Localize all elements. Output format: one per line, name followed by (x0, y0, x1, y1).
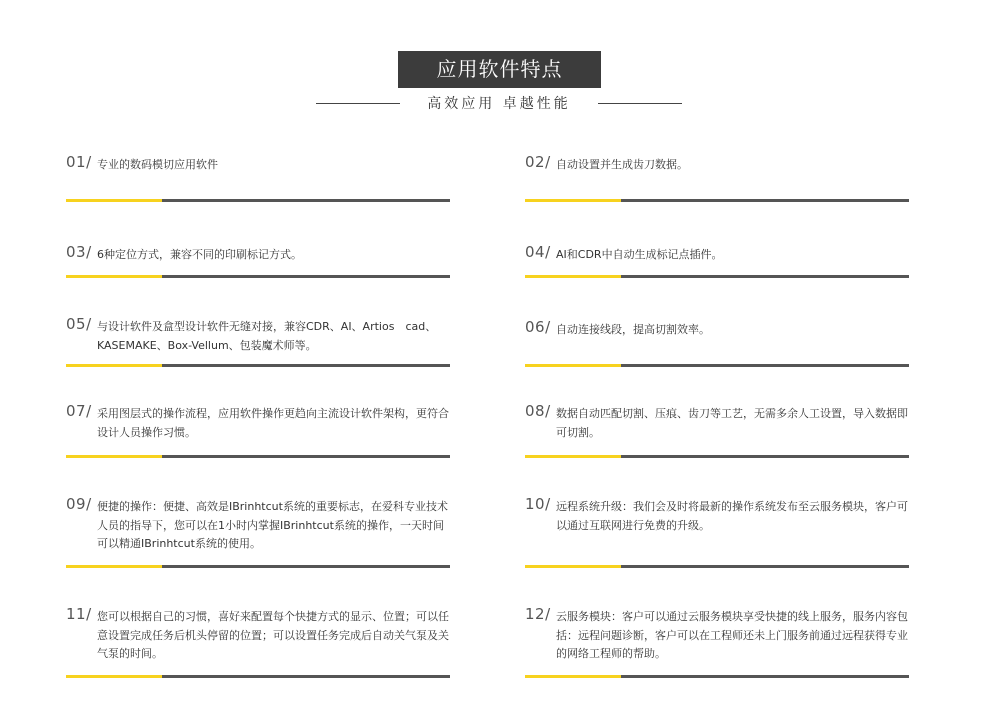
page-title: 应用软件特点 (398, 51, 601, 88)
feature-divider-accent (66, 455, 162, 458)
feature-divider (66, 675, 450, 678)
feature-divider (66, 565, 450, 568)
feature-number: 08/ (525, 402, 551, 420)
feature-divider-accent (66, 565, 162, 568)
feature-number: 01/ (66, 153, 92, 171)
feature-text: 与设计软件及盒型设计软件无缝对接，兼容CDR、AI、Artios cad、KASEMAKE、Box-Vellum、包装魔术师等。 (97, 320, 437, 352)
feature-divider (525, 199, 909, 202)
feature-divider-accent (525, 565, 621, 568)
feature-number: 02/ (525, 153, 551, 171)
feature-divider (66, 199, 450, 202)
feature-divider (66, 455, 450, 458)
feature-text: 6种定位方式，兼容不同的印刷标记方式。 (97, 248, 302, 261)
feature-divider-accent (525, 199, 621, 202)
feature-text: 自动设置并生成齿刀数据。 (556, 158, 688, 171)
feature-divider (66, 275, 450, 278)
feature-divider (525, 675, 909, 678)
feature-divider-accent (525, 275, 621, 278)
subtitle-divider-left (316, 103, 400, 104)
feature-divider-accent (525, 675, 621, 678)
feature-divider (66, 364, 450, 367)
feature-text: 专业的数码模切应用软件 (97, 158, 218, 171)
subtitle-row (316, 94, 682, 114)
feature-divider (525, 455, 909, 458)
feature-number: 03/ (66, 243, 92, 261)
feature-divider (525, 364, 909, 367)
feature-text: 自动连接线段，提高切割效率。 (556, 323, 710, 336)
feature-number: 09/ (66, 495, 92, 513)
feature-divider-accent (66, 675, 162, 678)
feature-divider-accent (66, 364, 162, 367)
feature-text: 数据自动匹配切割、压痕、齿刀等工艺，无需多余人工设置，导入数据即可切割。 (556, 407, 908, 439)
feature-number: 04/ (525, 243, 551, 261)
feature-divider (525, 565, 909, 568)
feature-number: 05/ (66, 315, 92, 333)
feature-number: 10/ (525, 495, 551, 513)
subtitle-divider-right (598, 103, 682, 104)
feature-divider (525, 275, 909, 278)
feature-divider-accent (66, 199, 162, 202)
page-subtitle: 高效应用 卓越性能 (427, 96, 571, 112)
feature-number: 11/ (66, 605, 92, 623)
feature-divider-accent (525, 455, 621, 458)
feature-divider-accent (66, 275, 162, 278)
feature-text: 便捷的操作：便捷、高效是IBrinhtcut系统的重要标志，在爱科专业技术人员的指导下，您可以在1小时内掌握IBrinhtcut系统的操作，一天时间可以精通IBrinhtcut系统的使用。 (97, 500, 448, 550)
feature-number: 12/ (525, 605, 551, 623)
feature-text: 采用图层式的操作流程，应用软件操作更趋向主流设计软件架构，更符合设计人员操作习惯。 (97, 407, 449, 439)
feature-number: 07/ (66, 402, 92, 420)
feature-divider-accent (525, 364, 621, 367)
feature-text: 您可以根据自己的习惯，喜好来配置每个快捷方式的显示、位置；可以任意设置完成任务后机头停留的位置；可以设置任务完成后自动关气泵及关气泵的时间。 (97, 610, 449, 660)
feature-text: 云服务模块：客户可以通过云服务模块享受快捷的线上服务，服务内容包括：远程问题诊断，客户可以在工程师还未上门服务前通过远程获得专业的网络工程师的帮助。 (556, 610, 908, 660)
feature-text: 远程系统升级：我们会及时将最新的操作系统发布至云服务模块，客户可以通过互联网进行免费的升级。 (556, 500, 908, 532)
feature-text: AI和CDR中自动生成标记点插件。 (556, 248, 723, 261)
feature-number: 06/ (525, 318, 551, 336)
